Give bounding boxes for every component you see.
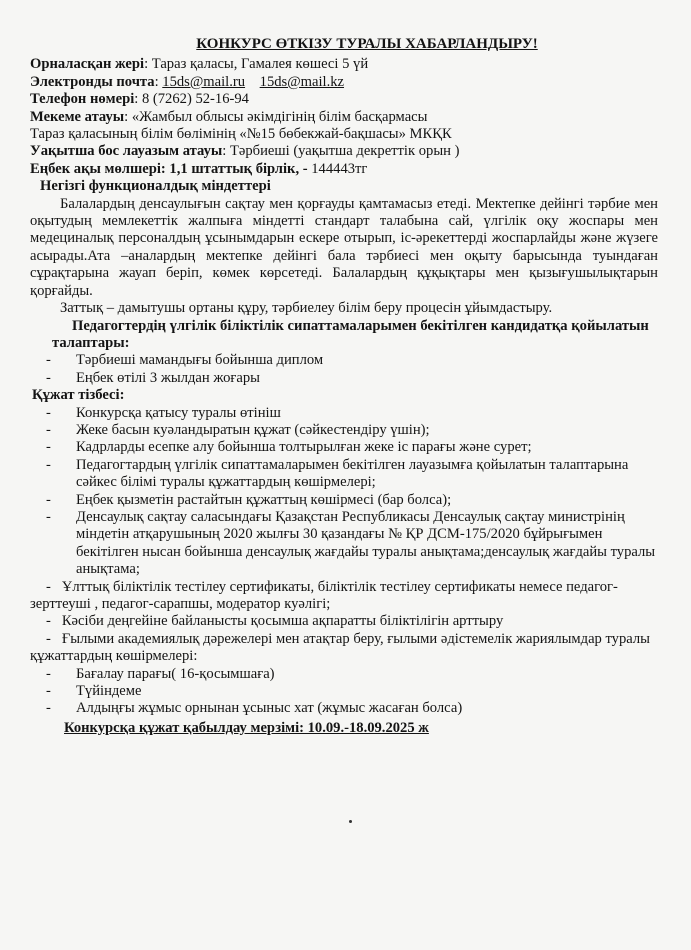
document-text: Кадрларды есепке алу бойынша толтырылған жеке іс парағы және сурет; bbox=[76, 439, 532, 456]
document-text: Алдыңғы жұмыс орнынан ұсыныс хат (жұмыс жасаған болса) bbox=[76, 700, 463, 717]
location-line bbox=[30, 56, 658, 73]
position-value: : Тәрбиеші (уақытша декреттік орын ) bbox=[222, 143, 460, 160]
document-text: Педагогтардың үлгілік сипаттамаларымен бекітілген лауазымға қойылатын талаптарына сәйкес білімі туралы құжаттардың көшірмелері; bbox=[76, 456, 629, 491]
salary-label: Еңбек ақы мөлшері: 1,1 штаттық бірлік, - bbox=[30, 160, 308, 177]
dash-bullet: - bbox=[46, 439, 51, 456]
document-text: Жеке басын куәландыратын құжат (сәйкестендіру үшін); bbox=[76, 421, 430, 438]
institution-value: : «Жамбыл облысы әкімдігінің білім басқармасы bbox=[124, 108, 428, 125]
location-value: : Тараз қаласы, Гамалея көшесі 5 үй bbox=[144, 56, 369, 73]
documents-list-2 bbox=[30, 666, 658, 718]
email-link-2[interactable]: 15ds@mail.kz bbox=[259, 73, 345, 90]
document-text: Кәсіби деңгейіне байланысты қосымша ақпаратты біліктілігін арттыру bbox=[61, 613, 504, 630]
institution-line bbox=[30, 109, 658, 126]
email-separator: : bbox=[154, 73, 163, 90]
document-text: Бағалау парағы( 16-қосымшаға) bbox=[76, 665, 275, 682]
dash-bullet: - bbox=[46, 352, 51, 369]
email-line bbox=[30, 74, 658, 91]
dash-bullet: - bbox=[46, 665, 51, 682]
list-item bbox=[30, 439, 658, 456]
document-text: Денсаулық сақтау саласындағы Қазақстан Республикасы Денсаулық сақтау министрінің міндетін атқарушының 2020 жылғы 30 қазандағы № ҚР ДСМ-175/2020 бұйрығымен бекітілген нысан бойынша денсаулық жағдайы туралы анықтама;денсаулық жағдайы туралы анықтама; bbox=[76, 508, 656, 578]
duties-heading: Негізгі функционалдық міндеттері bbox=[40, 178, 271, 195]
document-title: КОНКУРС ӨТКІЗУ ТУРАЛЫ ХАБАРЛАНДЫРУ! bbox=[196, 36, 538, 52]
document-text: Конкурсқа қатысу туралы өтініш bbox=[76, 404, 281, 421]
dash-bullet: - bbox=[46, 630, 51, 647]
dash-bullet: - bbox=[46, 369, 51, 386]
position-line bbox=[30, 143, 658, 160]
phone-line bbox=[30, 91, 658, 108]
list-item bbox=[30, 666, 658, 683]
list-item bbox=[30, 422, 658, 439]
list-item bbox=[30, 352, 658, 369]
dash-bullet: - bbox=[46, 683, 51, 700]
document-text: Ұлттық біліктілік тестілеу сертификаты, біліктілік тестілеу сертификаты немесе педагог-зерттеуші , педагог-сарапшы, модератор куәлігі; bbox=[30, 578, 618, 612]
dash-bullet: - bbox=[46, 578, 51, 595]
list-item bbox=[30, 405, 658, 422]
requirement-text: Еңбек өтілі 3 жылдан жоғары bbox=[76, 369, 260, 386]
dash-bullet: - bbox=[46, 613, 51, 630]
dash-bullet: - bbox=[46, 421, 51, 438]
requirement-text: Тәрбиеші мамандығы бойынша диплом bbox=[76, 352, 324, 369]
duties-text: Балалардың денсаулығын сақтау мен қорғауды қамтамасыз етеді. Мектепке дейінгі тәрбие мен оқытудың мемлекеттік жалпыға міндетті стандарт талабына сай, үлгілік оқу жоспары мен медециналық персоналдың ұсынымдарын ескере отырып, іс-әрекеттерді жоспарлайды және жүзеге асырады.Ата –аналардың мектепке дейінгі бала тәрбиесі мен оқыту барысында туындаған сұрақтарына жауап беріп, көмек көрсетеді. Балалардың құқықтары мен қызығушылықтарын қорғайды. bbox=[30, 195, 658, 299]
list-item bbox=[30, 492, 658, 509]
list-item bbox=[30, 509, 658, 579]
deadline-line: Конкурсқа құжат қабылдау мерзімі: 10.09.-18.09.2025 ж bbox=[64, 719, 429, 736]
phone-label: Телефон нөмері bbox=[30, 91, 135, 108]
dash-bullet: - bbox=[46, 456, 51, 473]
document-text: Еңбек қызметін растайтын құжаттың көшірмесі (бар болса); bbox=[76, 491, 452, 508]
position-label: Уақытша бос лауазым атауы bbox=[30, 143, 223, 160]
salary-value: 144443тг bbox=[307, 160, 368, 177]
dash-bullet: - bbox=[46, 404, 51, 421]
list-item bbox=[30, 457, 658, 492]
announcement-document bbox=[30, 36, 658, 737]
scan-speck bbox=[349, 820, 352, 823]
email-label: Электронды почта bbox=[30, 73, 155, 90]
salary-line bbox=[30, 161, 658, 178]
location-label: Орналасқан жері bbox=[30, 56, 145, 73]
list-item bbox=[30, 700, 658, 717]
requirements-list bbox=[30, 352, 658, 387]
institution-label: Мекеме атауы bbox=[30, 108, 125, 125]
dash-bullet: - bbox=[46, 491, 51, 508]
dash-bullet: - bbox=[46, 508, 51, 525]
dash-bullet: - bbox=[46, 700, 51, 717]
list-item bbox=[30, 579, 658, 614]
document-text: Түйіндеме bbox=[76, 683, 142, 700]
duties-text-2: Заттық – дамытушы ортаны құру, тәрбиелеу білім беру процесін ұйымдастыру. bbox=[60, 300, 553, 317]
list-item bbox=[30, 631, 658, 666]
institution-line-2: Тараз қаласының білім бөлімінің «№15 бөбекжай-бақшасы» МКҚК bbox=[30, 126, 452, 143]
document-text: Ғылыми академиялық дәрежелері мен атақтар беру, ғылыми әдістемелік жариялымдар туралы құжаттардың көшірмелері: bbox=[30, 630, 650, 665]
list-item bbox=[30, 613, 658, 630]
list-item bbox=[30, 370, 658, 387]
documents-heading: Құжат тізбесі: bbox=[32, 387, 125, 404]
requirements-heading: Педагогтердің үлгілік біліктілік сипаттамаларымен бекітілген кандидатқа қойылатын талаптары: bbox=[52, 317, 649, 351]
email-link-1[interactable]: 15ds@mail.ru bbox=[162, 73, 246, 90]
documents-list bbox=[30, 405, 658, 579]
list-item bbox=[30, 683, 658, 700]
phone-value: : 8 (7262) 52-16-94 bbox=[134, 91, 249, 108]
